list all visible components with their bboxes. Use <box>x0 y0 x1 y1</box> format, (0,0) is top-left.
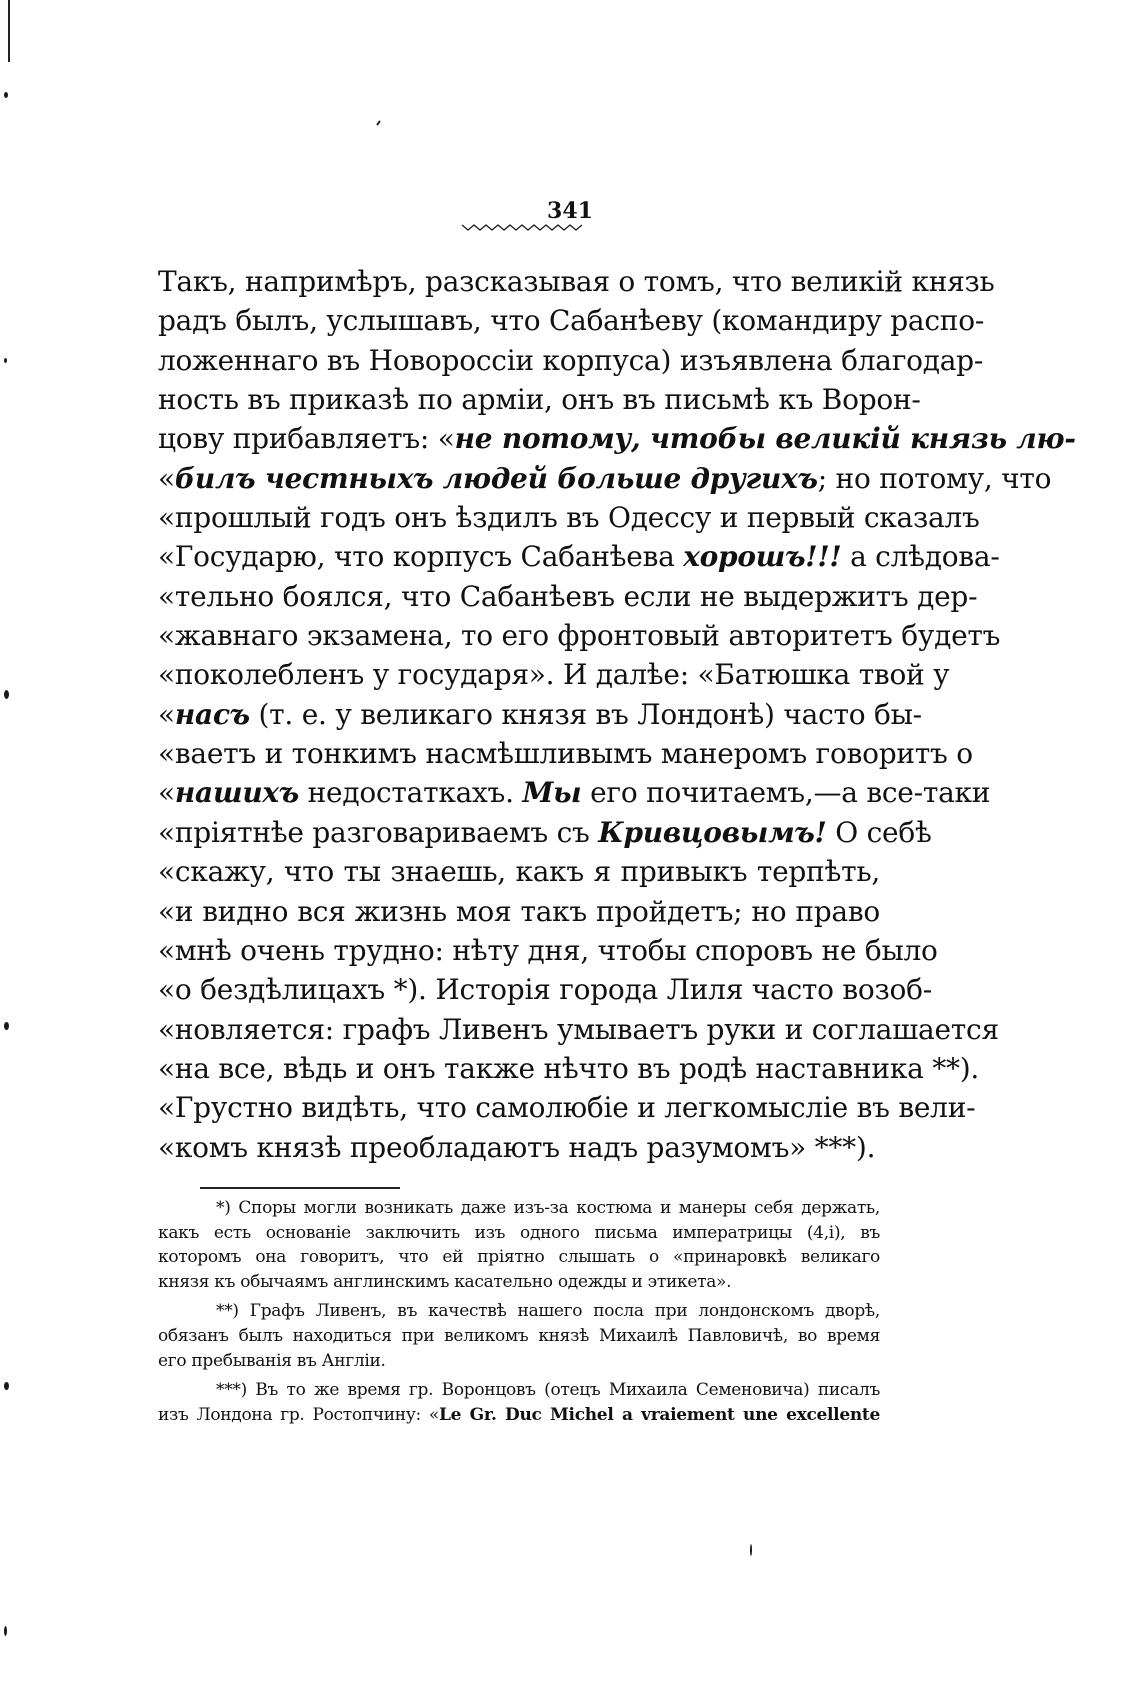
text-line <box>158 931 938 970</box>
text-line <box>158 695 922 734</box>
text-run: ; но потому, что <box>817 461 1052 495</box>
text-line <box>158 577 978 616</box>
text-run: недостаткахъ. <box>298 776 523 810</box>
text-run: «ваетъ и тонкимъ насмѣшливымъ манеромъ говоритъ о <box>158 737 973 771</box>
footnotes <box>158 1196 880 1427</box>
text-line <box>158 459 1052 498</box>
text-run: ность въ приказѣ по арміи, онъ въ письмѣ къ Ворон- <box>158 383 921 417</box>
text-run: «жавнаго экзамена, то его фронтовый авторитетъ будетъ <box>158 619 1001 653</box>
page-number-ornament <box>462 222 584 232</box>
text-line <box>158 616 1001 655</box>
text-run: (т. е. у великаго князя въ Лондонѣ) часто бы- <box>249 697 922 731</box>
footnote-line: обязанъ былъ находиться при великомъ князѣ Михаилѣ Павловичѣ, во время <box>158 1325 880 1346</box>
text-line <box>158 1088 976 1127</box>
text-run: «о бездѣлицахъ *). Исторія города Лиля часто возоб- <box>158 973 932 1007</box>
body-paragraph <box>158 262 1076 1167</box>
speck <box>4 1382 9 1390</box>
text-line <box>158 813 932 852</box>
speck <box>750 1544 752 1556</box>
text-line <box>158 1010 999 1049</box>
text-line <box>158 655 950 694</box>
text-line <box>158 262 995 301</box>
footnote-line: его пребыванія въ Англіи. <box>158 1350 386 1371</box>
footnote-line: **) Графъ Ливенъ, въ качествѣ нашего посла при лондонскомъ дворѣ, <box>216 1301 880 1322</box>
text-line <box>158 341 984 380</box>
text-run: «Грустно видѣть, что самолюбіе и легкомысліе въ вели- <box>158 1091 976 1125</box>
text-run: цову прибавляетъ: « <box>158 422 455 456</box>
speck <box>4 690 9 699</box>
text-run: ложеннаго въ Новороссіи корпуса) изъявлена благодар- <box>158 343 984 377</box>
text-line <box>158 852 880 891</box>
footnote-line: которомъ она говоритъ, что ей пріятно слышать о «принаровкѣ великаго <box>158 1247 880 1268</box>
text-line <box>158 892 880 931</box>
footnote-rule <box>200 1187 400 1189</box>
emphasis-text: хорошъ!!! <box>683 540 842 574</box>
footnote-line <box>158 1403 880 1428</box>
text-run: «пріятнѣе разговариваемъ съ <box>158 815 599 849</box>
emphasis-text: насъ <box>174 697 250 731</box>
speck <box>4 1626 7 1636</box>
text-line <box>158 1128 880 1167</box>
text-run: «поколебленъ у государя». И далѣе: «Батюшка твой у <box>158 658 950 692</box>
footnote-line: князя къ обычаямъ англинскимъ касательно одежды и этикета». <box>158 1271 732 1292</box>
text-run: « <box>158 776 175 810</box>
text-run: «Государю, что корпусъ Сабанѣева <box>158 540 684 574</box>
text-run: радъ былъ, услышавъ, что Сабанѣеву (командиру распо- <box>158 304 985 338</box>
footnote-line: *) Споры могли возникать даже изъ-за костюма и манеры себя держать, <box>216 1198 880 1218</box>
page-number: 341 <box>547 198 593 224</box>
text-line <box>158 380 921 419</box>
text-run: его почитаемъ,—а все-таки <box>581 776 991 810</box>
text-line <box>158 537 1000 576</box>
text-run: Такъ, напримѣръ, разсказывая о томъ, что великій князь <box>158 265 995 298</box>
text-run: «прошлый годъ онъ ѣздилъ въ Одессу и первый сказалъ <box>158 501 980 535</box>
gutter-rule <box>8 0 10 62</box>
text-run: « <box>158 697 175 731</box>
pen-mark <box>376 120 381 125</box>
text-run: «мнѣ очень трудно: нѣту дня, чтобы споровъ не было <box>158 933 938 967</box>
text-line <box>158 970 932 1009</box>
latin-quote: Le Gr. Duc Michel a vraiement une excellente <box>439 1404 880 1425</box>
footnote-line: ***) Въ то же время гр. Воронцовъ (отецъ Михаила Семеновича) писалъ <box>216 1380 880 1401</box>
text-run: а слѣдова- <box>841 540 1000 574</box>
text-line <box>158 498 980 537</box>
text-line <box>158 419 1076 458</box>
emphasis-text: не потому, чтобы великій князь лю- <box>454 422 1076 456</box>
speck <box>4 358 7 363</box>
text-run: О себѣ <box>826 815 932 849</box>
speck <box>4 92 8 98</box>
emphasis-text: Мы <box>522 776 582 810</box>
footnote-line: какъ есть основаніе заключить изъ одного письма императрицы (4,i), въ <box>158 1222 880 1243</box>
text-line <box>158 1049 980 1088</box>
text-run: «скажу, что ты знаешь, какъ я привыкъ терпѣть, <box>158 855 880 889</box>
text-run: изъ Лондона гр. Ростопчину: « <box>158 1404 439 1425</box>
text-line <box>158 734 973 773</box>
text-run: « <box>158 461 175 495</box>
text-run: «новляется: графъ Ливенъ умываетъ руки и соглашается <box>158 1012 999 1046</box>
text-run: «на все, вѣдь и онъ также нѣчто въ родѣ наставника **). <box>158 1051 980 1085</box>
text-line <box>158 773 991 812</box>
text-line <box>158 301 985 340</box>
emphasis-text: нашихъ <box>174 776 299 810</box>
speck <box>4 1022 9 1030</box>
text-run: «тельно боялся, что Сабанѣевъ если не выдержитъ дер- <box>158 579 978 613</box>
emphasis-text: Кривцовымъ! <box>598 815 827 849</box>
text-run: «и видно вся жизнь моя такъ пройдетъ; но право <box>158 894 880 928</box>
emphasis-text: билъ честныхъ людей больше другихъ <box>174 461 818 495</box>
text-run: «комъ князѣ преобладаютъ надъ разумомъ» ***). <box>158 1130 876 1164</box>
